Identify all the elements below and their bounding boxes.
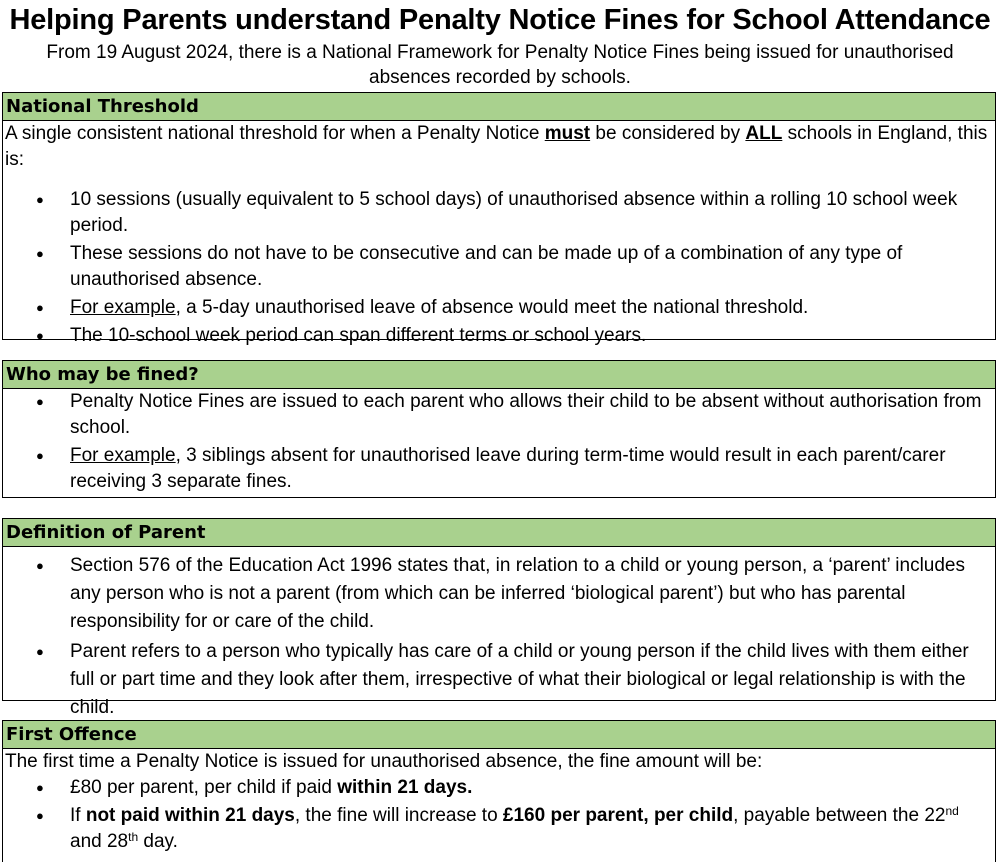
section-intro: The first time a Penalty Notice is issued for unauthorised absence, the fine amount will be: <box>5 751 763 772</box>
list-item: ● Section 576 of the Education Act 1996 states that, in relation to a child or young person, a ‘parent’ includes any person who is not a parent (from which can be inferred ‘biological parent’) but who has parental responsibility for or care of the child. <box>3 552 995 636</box>
list-item: ● These sessions do not have to be consecutive and can be made up of a combination of any type of unauthorised absence. <box>3 241 995 293</box>
page-title: Helping Parents understand Penalty Notice Fines for School Attendance <box>9 4 991 36</box>
first-offence-section <box>2 720 996 862</box>
list-item: ● For example, 3 siblings absent for unauthorised leave during term-time would result in each parent/carer receiving 3 separate fines. <box>3 443 995 495</box>
who-may-be-fined-section <box>2 360 996 498</box>
page-subtitle: From 19 August 2024, there is a National Framework for Penalty Notice Fines being issued for unauthorised absences recorded by schools. <box>46 42 954 88</box>
section-heading: Who may be fined? <box>3 361 995 389</box>
list-item: ● The 10-school week period can span different terms or school years. <box>3 323 995 349</box>
section-intro: A single consistent national threshold for when a Penalty Notice must be considered by ALL schools in England, this is: <box>5 123 988 170</box>
section-heading: First Offence <box>3 721 995 749</box>
list-item: ● If not paid within 21 days, the fine will increase to £160 per parent, per child, payable between the 22nd and 28th day. <box>3 803 995 855</box>
list-item: ● For example, a 5-day unauthorised leave of absence would meet the national threshold. <box>3 295 995 321</box>
definition-of-parent-section <box>2 518 996 718</box>
list-item: ● 10 sessions (usually equivalent to 5 school days) of unauthorised absence within a rolling 10 school week period. <box>3 187 995 239</box>
section-heading: National Threshold <box>3 93 995 121</box>
national-threshold-section <box>2 92 996 346</box>
list-item: ● £80 per parent, per child if paid within 21 days. <box>3 775 995 801</box>
section-heading: Definition of Parent <box>3 519 995 547</box>
list-item: ● Parent refers to a person who typically has care of a child or young person if the child lives with them either full or part time and they look after them, irrespective of what their biological or legal relationship is with the child. <box>3 638 995 722</box>
list-item: ● Penalty Notice Fines are issued to each parent who allows their child to be absent without authorisation from school. <box>3 389 995 441</box>
